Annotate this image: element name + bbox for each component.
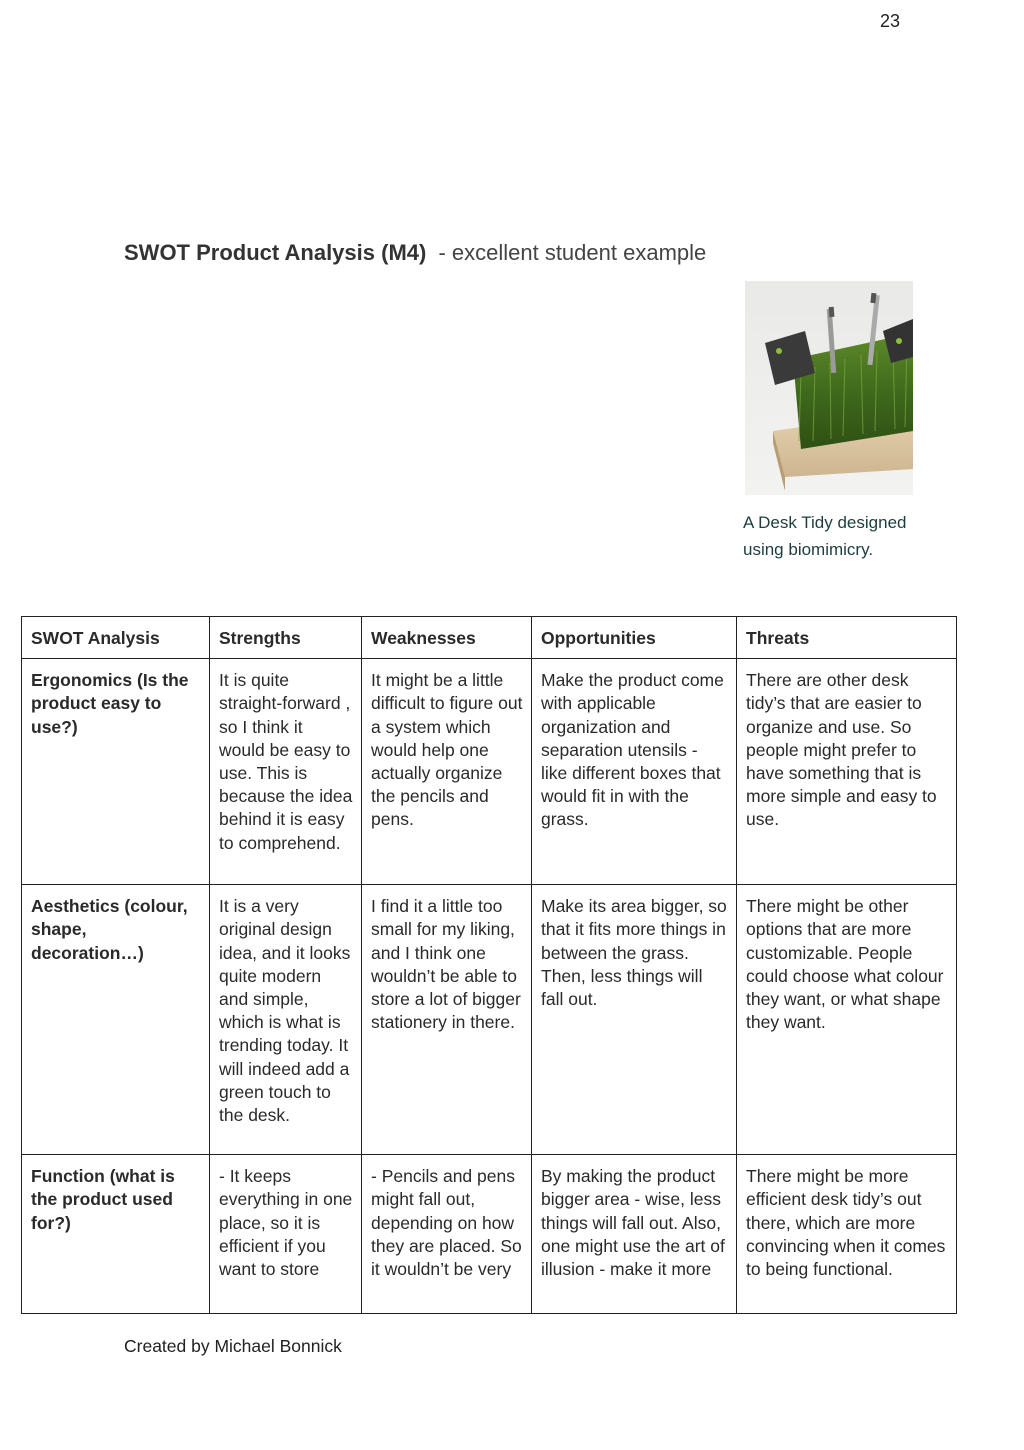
- swot-table: [21, 616, 957, 1314]
- cell-strengths: - It keeps everything in one place, so it is efficient if you want to store: [210, 1155, 362, 1314]
- title-main: SWOT Product Analysis (M4): [124, 240, 427, 265]
- cell-strengths: It is a very original design idea, and it looks quite modern and simple, which is what is trending today. It will indeed add a green touch to the desk.: [210, 885, 362, 1155]
- cell-weaknesses: - Pencils and pens might fall out, depending on how they are placed. So it wouldn’t be very: [362, 1155, 532, 1314]
- cell-opportunities: Make its area bigger, so that it fits more things in between the grass. Then, less things will fall out.: [532, 885, 737, 1155]
- header-opportunities: Opportunities: [532, 617, 737, 659]
- desk-tidy-photo: [745, 281, 913, 495]
- table-header-row: [22, 617, 957, 659]
- cell-threats: There might be more efficient desk tidy’s out there, which are more convincing when it comes to being functional.: [737, 1155, 957, 1314]
- image-caption: A Desk Tidy designed using biomimicry.: [743, 513, 907, 559]
- row-label-aesthetics: Aesthetics (colour, shape, decoration…): [22, 885, 210, 1155]
- cell-strengths: It is quite straight-forward , so I think it would be easy to use. This is because the idea behind it is easy to comprehend.: [210, 659, 362, 885]
- header-strengths: Strengths: [210, 617, 362, 659]
- cell-threats: There are other desk tidy’s that are easier to organize and use. So people might prefer to have something that is more simple and easy to use.: [737, 659, 957, 885]
- table-row: [22, 885, 957, 1155]
- footer-credit: Created by Michael Bonnick: [124, 1336, 342, 1356]
- cell-opportunities: Make the product come with applicable organization and separation utensils - like different boxes that would fit in with the grass.: [532, 659, 737, 885]
- row-label-function: Function (what is the product used for?): [22, 1155, 210, 1314]
- desk-tidy-grass-photo-icon: [745, 281, 913, 495]
- table-row: [22, 1155, 957, 1314]
- page-title: [124, 240, 706, 266]
- cell-threats: There might be other options that are more customizable. People could choose what colour they want, or what shape they want.: [737, 885, 957, 1155]
- header-swot-analysis: SWOT Analysis: [22, 617, 210, 659]
- cell-opportunities: By making the product bigger area - wise, less things will fall out. Also, one might use the art of illusion - make it more: [532, 1155, 737, 1314]
- cell-weaknesses: It might be a little difficult to figure out a system which would help one actually organize the pencils and pens.: [362, 659, 532, 885]
- header-threats: Threats: [737, 617, 957, 659]
- title-subtitle: - excellent student example: [432, 240, 707, 265]
- row-label-ergonomics: Ergonomics (Is the product easy to use?): [22, 659, 210, 885]
- cell-weaknesses: I find it a little too small for my liking, and I think one wouldn’t be able to store a lot of bigger stationery in there.: [362, 885, 532, 1155]
- page-number: 23: [879, 11, 900, 31]
- table-row: [22, 659, 957, 885]
- header-weaknesses: Weaknesses: [362, 617, 532, 659]
